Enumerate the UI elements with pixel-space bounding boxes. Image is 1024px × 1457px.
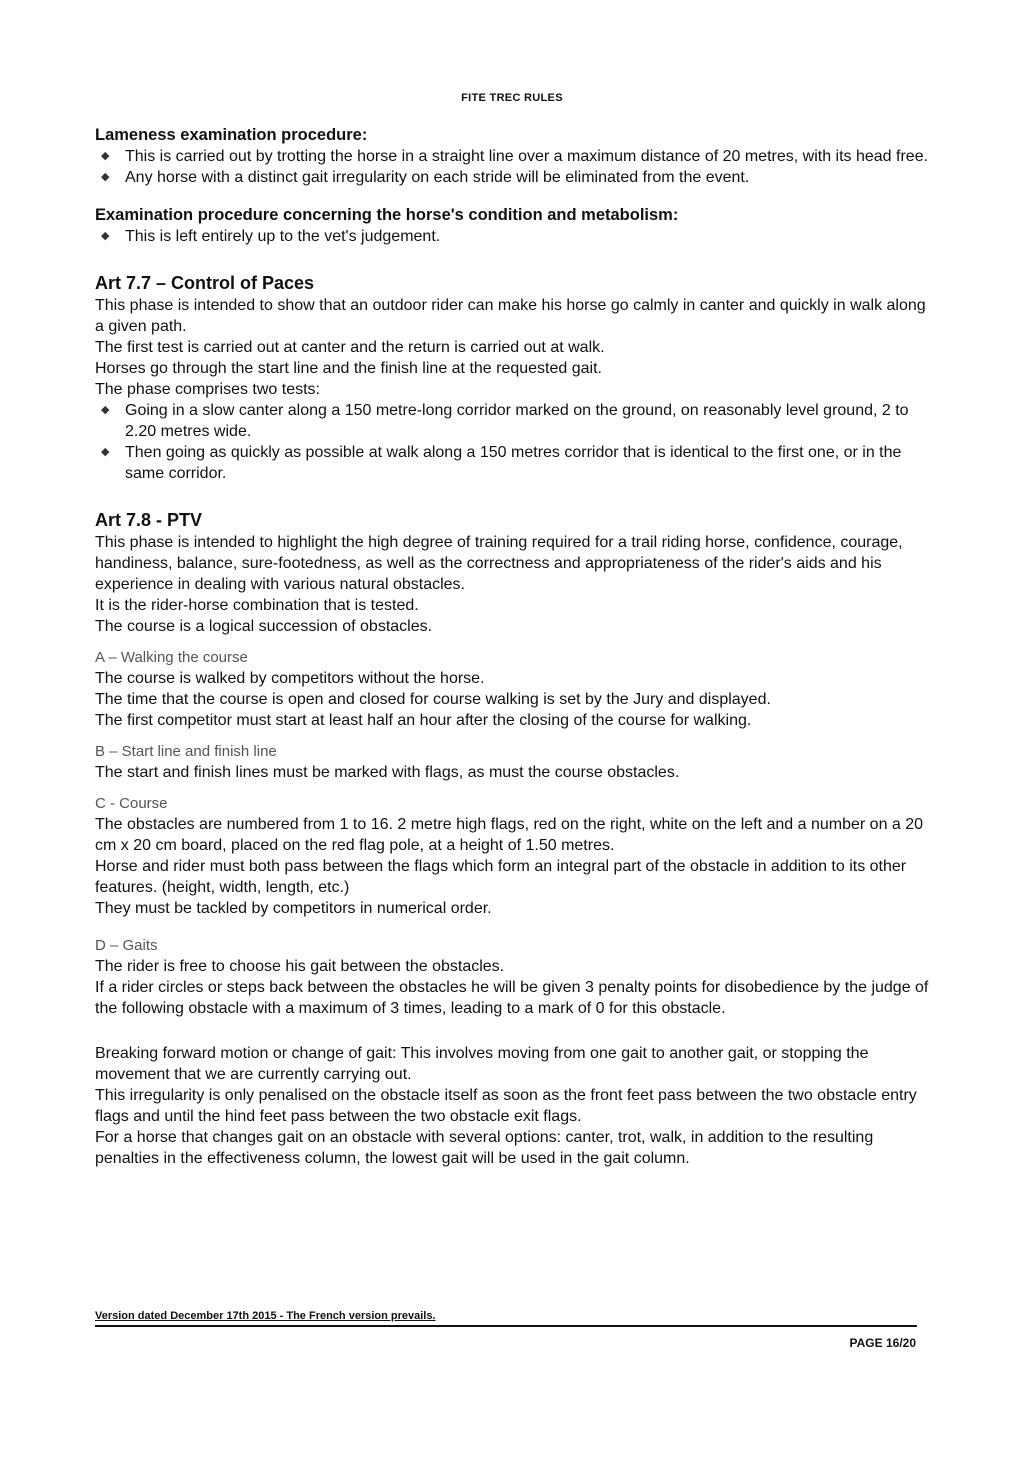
paragraph: The rider is free to choose his gait between the obstacles. [95,958,505,975]
paragraph: Breaking forward motion or change of gait: This involves moving from one gait to another gait, or stopping the movement that we are currently carrying out. [95,1045,869,1083]
paragraph: The phase comprises two tests: [95,381,320,398]
page-number: PAGE 16/20 [849,1336,916,1350]
condition-heading: Examination procedure concerning the horse's condition and metabolism: [95,206,679,224]
paragraph: The first competitor must start at least half an hour after the closing of the course for walking. [95,712,752,729]
lameness-heading: Lameness examination procedure: [95,126,368,144]
lameness-bullets [95,146,935,188]
paragraph: The time that the course is open and closed for course walking is set by the Jury and displayed. [95,691,771,708]
list-item: ◆ Then going as quickly as possible at walk along a 150 metres corridor that is identical to the first one, or in the same corridor. [101,444,902,482]
paragraph: The first test is carried out at canter and the return is carried out at walk. [95,339,605,356]
paragraph: Horse and rider must both pass between the flags which form an integral part of the obstacle in addition to its other features. (height, width, length, etc.) [95,858,907,896]
paragraph: It is the rider-horse combination that is tested. [95,597,419,614]
art77-bullets [95,400,935,484]
paragraph: This phase is intended to highlight the high degree of training required for a trail riding horse, confidence, courage, handiness, balance, sure-footedness, as well as the correctness and appropriateness of the rider's aids and his experience in dealing with various natural obstacles. [95,534,903,593]
paragraph: The course is a logical succession of obstacles. [95,618,433,635]
paragraph: If a rider circles or steps back between the obstacles he will be given 3 penalty points for disobedience by the judge of the following obstacle with a maximum of 3 times, leading to a mark of 0 for this obstacle. [95,979,929,1017]
paragraph: They must be tackled by competitors in numerical order. [95,900,492,917]
bullet-icon: ◆ [101,446,110,458]
paragraph: Horses go through the start line and the finish line at the requested gait. [95,360,602,377]
paragraph: The start and finish lines must be marked with flags, as must the course obstacles. [95,764,680,781]
section-d-heading: D – Gaits [95,937,158,954]
list-item: ◆ This is carried out by trotting the horse in a straight line over a maximum distance of 20 metres, with its head free. [101,148,929,165]
bullet-icon: ◆ [101,230,110,242]
section-b-heading: B – Start line and finish line [95,743,277,760]
list-item: ◆ Any horse with a distinct gait irregularity on each stride will be eliminated from the event. [101,169,750,186]
section-a-heading: A – Walking the course [95,649,248,666]
art78-heading: Art 7.8 - PTV [95,510,203,530]
art77-heading: Art 7.7 – Control of Paces [95,273,315,293]
paragraph: The course is walked by competitors without the horse. [95,670,485,687]
section-c-heading: C - Course [95,795,168,812]
bullet-icon: ◆ [101,404,110,416]
paragraph: This phase is intended to show that an outdoor rider can make his horse go calmly in canter and quickly in walk along a given path. [95,297,926,335]
paragraph: For a horse that changes gait on an obstacle with several options: canter, trot, walk, in addition to the resulting penalties in the effectiveness column, the lowest gait will be used in the gait column. [95,1129,874,1167]
list-item: ◆ Going in a slow canter along a 150 metre-long corridor marked on the ground, on reasonably level ground, 2 to 2.20 metres wide. [101,402,909,440]
condition-bullets [95,226,935,247]
version-note: Version dated December 17th 2015 - The French version prevails. [95,1310,436,1322]
paragraph: This irregularity is only penalised on the obstacle itself as soon as the front feet pass between the two obstacle entry flags and until the hind feet pass between the two obstacle exit flags. [95,1087,917,1125]
page-header: FITE TREC RULES [461,92,563,104]
paragraph: The obstacles are numbered from 1 to 16. 2 metre high flags, red on the right, white on the left and a number on a 20 cm x 20 cm board, placed on the red flag pole, at a height of 1.50 metres. [95,816,924,854]
list-item: ◆ This is left entirely up to the vet's judgement. [101,228,441,245]
page-content [95,124,935,1169]
footer-divider [95,1325,917,1327]
bullet-icon: ◆ [101,150,110,162]
bullet-icon: ◆ [101,171,110,183]
